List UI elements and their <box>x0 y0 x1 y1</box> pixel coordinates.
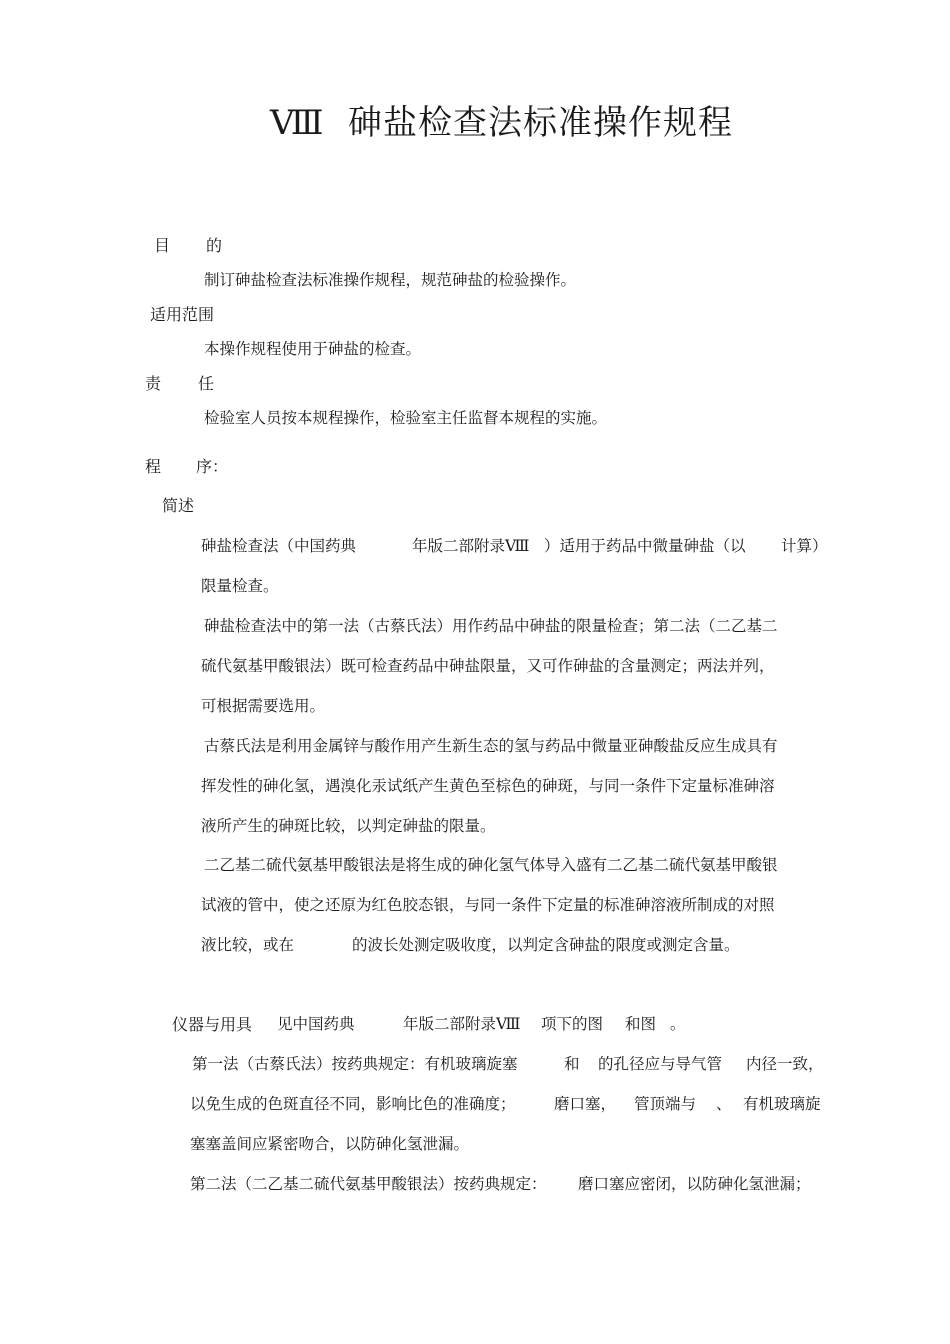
overview-line-4: 硫代氨基甲酸银法）既可检查药品中砷盐限量，又可作砷盐的含量测定；两法并列， <box>201 657 775 675</box>
overview-line-9: 二乙基二硫代氨基甲酸银法是将生成的砷化氢气体导入盛有二乙基二硫代氨基甲酸银 <box>204 856 778 874</box>
method1-line-2e: 有机玻璃旋 <box>743 1095 821 1113</box>
section-procedure-heading-1: 程 <box>145 457 162 476</box>
overview-line-8: 液所产生的砷斑比较，以判定砷盐的限量。 <box>201 817 496 835</box>
method1-line-1a: 第一法（古蔡氏法）按药典规定：有机玻璃旋塞 <box>192 1055 518 1073</box>
method1-line-1c: 的孔径应与导气管 <box>598 1055 723 1073</box>
overview-line-6: 古蔡氏法是利用金属锌与酸作用产生新生态的氢与药品中微量亚砷酸盐反应生成具有 <box>204 737 778 755</box>
section-scope-heading: 适用范围 <box>150 305 215 324</box>
overview-line-5: 可根据需要选用。 <box>201 697 326 715</box>
overview-line-1c: ）适用于药品中微量砷盐（以 <box>544 537 746 555</box>
method1-line-3: 塞塞盖间应紧密吻合，以防砷化氢泄漏。 <box>190 1135 470 1153</box>
purpose-text: 制订砷盐检查法标准操作规程，规范砷盐的检验操作。 <box>204 271 577 289</box>
instruments-line-d: 项下的图 <box>541 1015 604 1033</box>
instruments-line-b: 见中国药典 <box>277 1015 355 1033</box>
instruments-line-f: 。 <box>670 1015 686 1033</box>
overview-line-11b: 的波长处测定吸收度，以判定含砷盐的限度或测定含量。 <box>352 936 740 954</box>
title-roman-numeral: Ⅷ <box>270 103 325 143</box>
method1-line-2b: 磨口塞， <box>554 1095 617 1113</box>
instruments-line-c: 年版二部附录Ⅷ <box>403 1015 521 1033</box>
scope-text: 本操作规程使用于砷盐的检查。 <box>204 340 422 358</box>
method1-line-1b: 和 <box>564 1055 580 1073</box>
overview-line-2: 限量检查。 <box>201 577 279 595</box>
section-purpose-heading-1: 目 <box>154 236 171 255</box>
section-procedure-heading-2: 序： <box>196 457 229 476</box>
method2-line-1b: 磨口塞应密闭，以防砷化氢泄漏； <box>578 1175 811 1193</box>
overview-line-1a: 砷盐检查法（中国药典 <box>201 537 357 555</box>
overview-line-7: 挥发性的砷化氢，遇溴化汞试纸产生黄色至棕色的砷斑，与同一条件下定量标准砷溶 <box>201 777 775 795</box>
responsibility-text: 检验室人员按本规程操作，检验室主任监督本规程的实施。 <box>204 409 608 427</box>
instruments-heading: 仪器与用具 <box>172 1015 253 1034</box>
method1-line-1d: 内径一致， <box>746 1055 824 1073</box>
overview-line-11a: 液比较，或在 <box>201 936 295 954</box>
section-responsibility-heading-1: 责 <box>145 374 162 393</box>
method1-line-2a: 以免生成的色斑直径不同，影响比色的准确度； <box>190 1095 516 1113</box>
section-responsibility-heading-2: 任 <box>198 374 215 393</box>
overview-line-1d: 计算） <box>781 537 828 555</box>
section-purpose-heading-2: 的 <box>206 236 223 255</box>
overview-line-1b: 年版二部附录Ⅷ <box>412 537 530 555</box>
method1-line-2c: 管顶端与 <box>634 1095 697 1113</box>
overview-heading: 简述 <box>162 496 195 515</box>
overview-line-10: 试液的管中，使之还原为红色胶态银，与同一条件下定量的标准砷溶液所制成的对照 <box>201 896 775 914</box>
overview-line-3: 砷盐检查法中的第一法（古蔡氏法）用作药品中砷盐的限量检查；第二法（二乙基二 <box>204 617 778 635</box>
method2-line-1a: 第二法（二乙基二硫代氨基甲酸银法）按药典规定： <box>190 1175 547 1193</box>
method1-line-2d: 、 <box>716 1095 732 1113</box>
page-title: 砷盐检查法标准操作规程 <box>348 103 733 143</box>
instruments-line-e: 和图 <box>625 1015 657 1033</box>
